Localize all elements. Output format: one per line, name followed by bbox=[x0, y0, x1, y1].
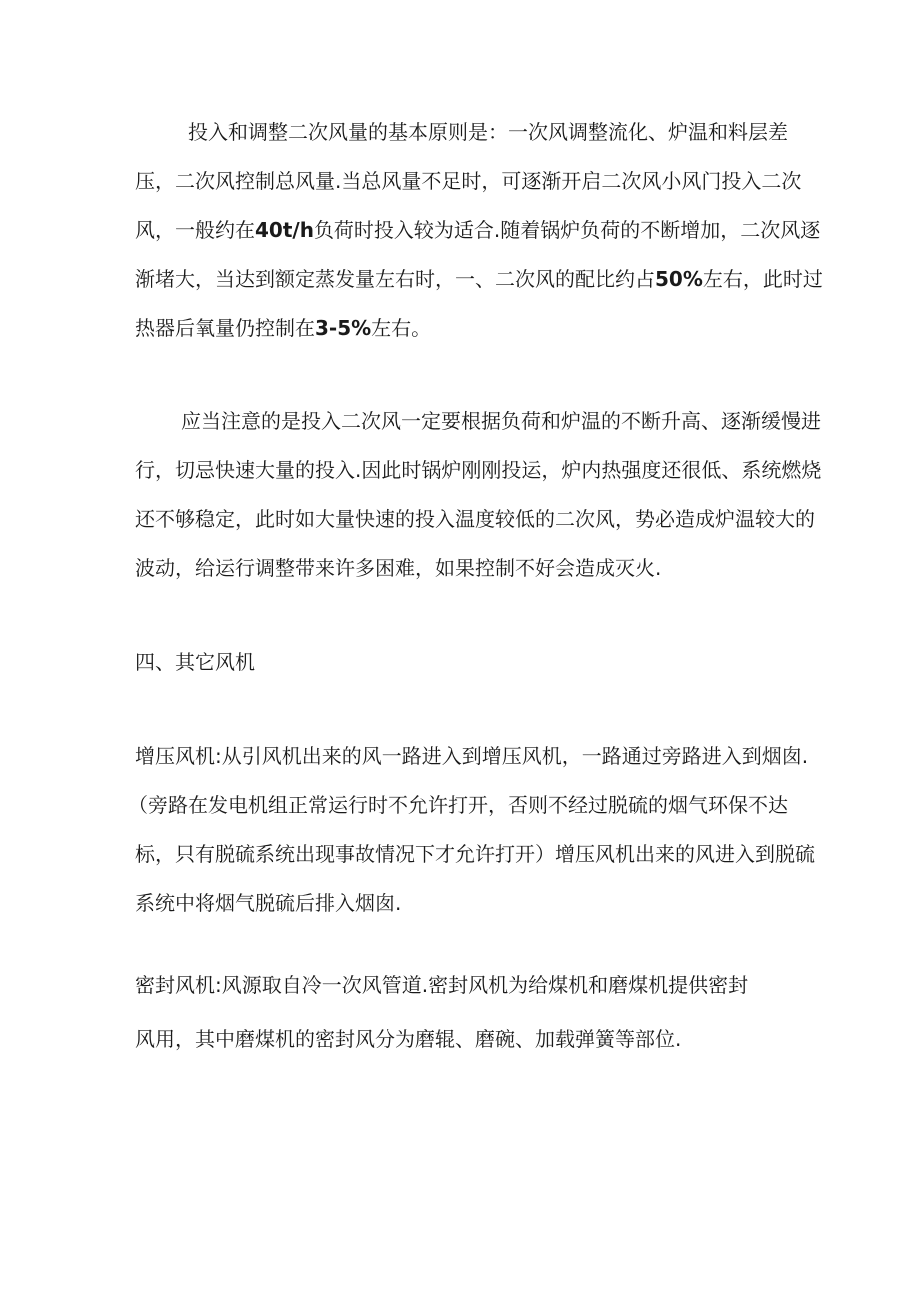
para-1-line-4-text-a: 渐堵大，当达到额定蒸发量左右时，一、二次风的配比约占 bbox=[135, 267, 655, 291]
para-1-line-3-text-a: 风，一般约在 bbox=[135, 218, 255, 242]
para-1-line-5 bbox=[135, 313, 431, 343]
para-3-line-4: 系统中将烟气脱硫后排入烟囱. bbox=[135, 891, 402, 915]
para-3-line-2: （旁路在发电机组正常运行时不允许打开，否则不经过脱硫的烟气环保不达 bbox=[128, 793, 788, 817]
para-3-line-1: 增压风机:从引风机出来的风一路进入到增压风机，一路通过旁路进入到烟囱. bbox=[135, 744, 809, 768]
para-2-line-1: 应当注意的是投入二次风一定要根据负荷和炉温的不断升高、逐渐缓慢进 bbox=[181, 409, 821, 433]
para-2-line-4: 波动，给运行调整带来许多困难，如果控制不好会造成灭火. bbox=[135, 556, 662, 580]
load-value-40t-h: 40t/h bbox=[255, 218, 314, 242]
section-heading: 四、其它风机 bbox=[135, 650, 255, 674]
para-1-line-4-text-c: 左右，此时过 bbox=[702, 267, 823, 291]
para-1-line-3 bbox=[135, 215, 820, 245]
ratio-value-50pct: 50% bbox=[655, 267, 703, 291]
para-3-line-3: 标，只有脱硫系统出现事故情况下才允许打开）增压风机出来的风进入到脱硫 bbox=[135, 842, 815, 866]
para-2-line-3: 还不够稳定，此时如大量快速的投入温度较低的二次风，势必造成炉温较大的 bbox=[135, 507, 815, 531]
para-2-line-2: 行，切忌快速大量的投入.因此时锅炉刚刚投运，炉内热强度还很低、系统燃烧 bbox=[135, 458, 822, 482]
oxygen-value-3-5pct: 3-5% bbox=[315, 316, 372, 340]
para-4-line-2: 风用，其中磨煤机的密封风分为磨辊、磨碗、加载弹簧等部位. bbox=[135, 1027, 682, 1051]
para-1-line-5-text-c: 左右。 bbox=[371, 316, 432, 340]
para-1-line-1: 投入和调整二次风量的基本原则是：一次风调整流化、炉温和料层差 bbox=[188, 120, 788, 144]
para-1-line-3-text-c: 负荷时投入较为适合.随着锅炉负荷的不断增加，二次风逐 bbox=[313, 218, 821, 242]
para-4-line-1: 密封风机:风源取自冷一次风管道.密封风机为给煤机和磨煤机提供密封 bbox=[135, 973, 749, 997]
para-1-line-2: 压，二次风控制总风量.当总风量不足时，可逐渐开启二次风小风门投入二次 bbox=[135, 169, 802, 193]
para-1-line-5-text-a: 热器后氧量仍控制在 bbox=[135, 316, 315, 340]
para-1-line-4 bbox=[135, 264, 823, 294]
